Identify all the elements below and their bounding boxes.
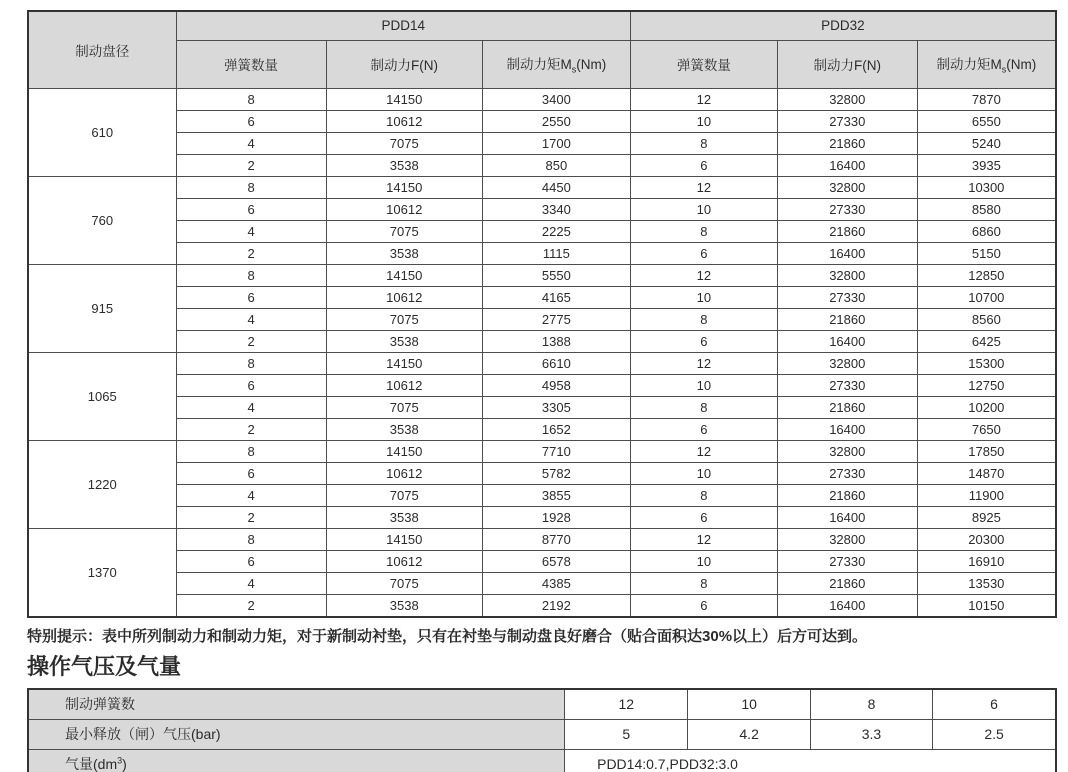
table-row [28, 572, 1056, 594]
table-cell: 7650 [917, 418, 1056, 440]
table-cell: 14150 [326, 264, 482, 286]
table-cell: 3340 [482, 198, 630, 220]
table-cell: 10612 [326, 374, 482, 396]
table-cell: 15300 [917, 352, 1056, 374]
table-cell: 8925 [917, 506, 1056, 528]
table-cell: 10 [630, 110, 777, 132]
table-cell: 3305 [482, 396, 630, 418]
table-cell: 12 [565, 689, 688, 720]
table-cell: 21860 [777, 220, 917, 242]
table-cell: 16400 [777, 594, 917, 617]
table-row [28, 154, 1056, 176]
table-cell: 32800 [777, 440, 917, 462]
table-cell: 10612 [326, 286, 482, 308]
table-cell: 2775 [482, 308, 630, 330]
table-row [28, 396, 1056, 418]
table-cell: 4 [176, 132, 326, 154]
table-cell: 8 [630, 396, 777, 418]
row-label-cell: 制动弹簧数 [28, 689, 565, 720]
table-cell: 850 [482, 154, 630, 176]
table-cell: 2 [176, 330, 326, 352]
table-cell: 6 [933, 689, 1056, 720]
table-row [28, 176, 1056, 198]
table-cell: 8 [810, 689, 932, 720]
table-cell: 2 [176, 154, 326, 176]
table-row [28, 418, 1056, 440]
diameter-cell: 610 [28, 88, 176, 176]
special-note: 特别提示：表中所列制动力和制动力矩，对于新制动衬垫，只有在衬垫与制动盘良好磨合（贴合面积达30%以上）后方可达到。 [27, 627, 868, 645]
table-cell: 4 [176, 572, 326, 594]
table-row [28, 506, 1056, 528]
table-cell: 8 [176, 88, 326, 110]
table-cell: 4165 [482, 286, 630, 308]
table-cell: 3855 [482, 484, 630, 506]
pressure-volume-table [27, 688, 1057, 772]
table-cell: 10 [630, 286, 777, 308]
table-cell: 5550 [482, 264, 630, 286]
table-cell: 2 [176, 506, 326, 528]
table-cell: 32800 [777, 352, 917, 374]
table-cell: 10150 [917, 594, 1056, 617]
table-cell: 7075 [326, 484, 482, 506]
torque-subscript: s [571, 64, 577, 75]
pdd14-group-header: PDD14 [176, 11, 630, 40]
table-cell: 4 [176, 308, 326, 330]
table-cell: 7075 [326, 220, 482, 242]
table-cell: 4 [176, 484, 326, 506]
diameter-cell: 1370 [28, 528, 176, 617]
table-cell: 16400 [777, 330, 917, 352]
table-cell: 5782 [482, 462, 630, 484]
table-cell: 12 [630, 176, 777, 198]
table-cell: 6 [630, 154, 777, 176]
table-cell: 6425 [917, 330, 1056, 352]
table-row [28, 484, 1056, 506]
table-cell: 1652 [482, 418, 630, 440]
table-cell: 6 [630, 242, 777, 264]
torque-label: 制动力矩M [936, 57, 1002, 73]
table-cell: 4385 [482, 572, 630, 594]
table-cell: 6 [630, 506, 777, 528]
table-row [28, 308, 1056, 330]
table-row [28, 88, 1056, 110]
table-row [28, 220, 1056, 242]
table-cell: 14150 [326, 88, 482, 110]
table-cell: 7075 [326, 572, 482, 594]
table-cell: 27330 [777, 286, 917, 308]
table-cell: 7075 [326, 132, 482, 154]
diameter-cell: 1065 [28, 352, 176, 440]
table-cell: 6 [630, 330, 777, 352]
table-cell: 12 [630, 264, 777, 286]
table-cell: 4.2 [688, 719, 810, 749]
table-row [28, 264, 1056, 286]
section-title: 操作气压及气量 [27, 653, 182, 679]
table-cell: 8 [176, 440, 326, 462]
table-row [28, 689, 1056, 720]
table-cell: 12 [630, 528, 777, 550]
table-cell: 3538 [326, 594, 482, 617]
table-cell: 1115 [482, 242, 630, 264]
table-row [28, 550, 1056, 572]
table-row [28, 40, 1056, 88]
table-row [28, 462, 1056, 484]
table-cell: 10 [630, 462, 777, 484]
table-cell: 8560 [917, 308, 1056, 330]
table-cell: 10612 [326, 550, 482, 572]
table-cell: 5150 [917, 242, 1056, 264]
page-content [27, 10, 1057, 772]
table-cell: 5240 [917, 132, 1056, 154]
table-cell: 17850 [917, 440, 1056, 462]
springs-header-cell: 弹簧数量 [630, 40, 777, 88]
brake-spec-table-header [28, 11, 1056, 88]
table-row [28, 374, 1056, 396]
table-cell: 12 [630, 440, 777, 462]
table-cell: 12850 [917, 264, 1056, 286]
table-cell: 8 [176, 264, 326, 286]
table-cell: 7710 [482, 440, 630, 462]
diameter-header-cell: 制动盘径 [28, 11, 176, 88]
table-cell: 8 [176, 352, 326, 374]
torque-label: 制动力矩M [506, 57, 572, 73]
table-row [28, 719, 1056, 749]
table-cell: 8 [630, 308, 777, 330]
table-cell: 12750 [917, 374, 1056, 396]
table-cell: 2.5 [933, 719, 1056, 749]
torque-header-cell [482, 40, 630, 88]
springs-header-cell: 弹簧数量 [176, 40, 326, 88]
torque-unit: (Nm) [576, 57, 607, 73]
table-cell: 7075 [326, 308, 482, 330]
table-cell: 21860 [777, 572, 917, 594]
brake-spec-table-body [28, 88, 1056, 617]
table-cell: 7870 [917, 88, 1056, 110]
table-cell: 27330 [777, 198, 917, 220]
torque-unit: (Nm) [1006, 57, 1037, 73]
table-row [28, 110, 1056, 132]
table-row [28, 242, 1056, 264]
table-cell: 6 [176, 462, 326, 484]
table-cell: 32800 [777, 264, 917, 286]
table-cell: 1928 [482, 506, 630, 528]
row-label-cell: 最小释放（闸）气压(bar) [28, 719, 565, 749]
table-cell: 8770 [482, 528, 630, 550]
table-cell: 6610 [482, 352, 630, 374]
table-cell: 6860 [917, 220, 1056, 242]
table-cell: 8 [630, 484, 777, 506]
table-row [28, 330, 1056, 352]
table-cell: 3538 [326, 418, 482, 440]
pdd32-group-header: PDD32 [630, 11, 1056, 40]
diameter-cell: 760 [28, 176, 176, 264]
table-cell: 21860 [777, 132, 917, 154]
table-cell: 2 [176, 594, 326, 617]
table-cell: 2 [176, 418, 326, 440]
volume-label: 气量(dm [65, 756, 118, 772]
table-cell: 32800 [777, 88, 917, 110]
table-row [28, 286, 1056, 308]
table-cell: 10 [630, 198, 777, 220]
row-label-cell [28, 749, 565, 772]
table-cell: 10 [688, 689, 810, 720]
torque-subscript: s [1001, 64, 1007, 75]
diameter-cell: 915 [28, 264, 176, 352]
table-cell: 4 [176, 220, 326, 242]
table-cell: 8 [630, 572, 777, 594]
table-cell: 8 [176, 176, 326, 198]
table-cell: 6 [176, 374, 326, 396]
table-cell: 8 [630, 132, 777, 154]
table-cell: 2550 [482, 110, 630, 132]
table-cell: 6 [176, 286, 326, 308]
table-row [28, 11, 1056, 40]
table-cell: 6 [630, 418, 777, 440]
table-cell: 16400 [777, 506, 917, 528]
table-cell: 21860 [777, 484, 917, 506]
table-cell: 3400 [482, 88, 630, 110]
force-header-cell: 制动力F(N) [777, 40, 917, 88]
table-cell: 6 [176, 550, 326, 572]
table-cell: 4 [176, 396, 326, 418]
table-cell: 3538 [326, 330, 482, 352]
table-cell: 13530 [917, 572, 1056, 594]
table-cell: 20300 [917, 528, 1056, 550]
volume-label-suffix: ) [122, 756, 127, 772]
torque-header-cell [917, 40, 1056, 88]
table-cell: 8 [176, 528, 326, 550]
table-cell: 16400 [777, 154, 917, 176]
table-row [28, 749, 1056, 772]
force-header-cell: 制动力F(N) [326, 40, 482, 88]
table-cell: 5 [565, 719, 688, 749]
table-cell: 27330 [777, 550, 917, 572]
volume-value-cell: PDD14:0.7,PDD32:3.0 [565, 749, 1056, 772]
table-cell: 10 [630, 374, 777, 396]
table-cell: 32800 [777, 176, 917, 198]
table-cell: 14150 [326, 352, 482, 374]
table-cell: 10300 [917, 176, 1056, 198]
table-cell: 7075 [326, 396, 482, 418]
table-cell: 16400 [777, 242, 917, 264]
table-cell: 32800 [777, 528, 917, 550]
table-cell: 2192 [482, 594, 630, 617]
table-cell: 12 [630, 352, 777, 374]
table-cell: 21860 [777, 396, 917, 418]
table-cell: 14870 [917, 462, 1056, 484]
table-row [28, 132, 1056, 154]
table-cell: 10612 [326, 462, 482, 484]
table-cell: 4450 [482, 176, 630, 198]
table-cell: 10612 [326, 198, 482, 220]
table-cell: 14150 [326, 440, 482, 462]
table-cell: 6 [630, 594, 777, 617]
table-cell: 16400 [777, 418, 917, 440]
table-cell: 10 [630, 550, 777, 572]
table-cell: 14150 [326, 176, 482, 198]
table-cell: 4958 [482, 374, 630, 396]
table-cell: 3.3 [810, 719, 932, 749]
table-cell: 10612 [326, 110, 482, 132]
table-cell: 1700 [482, 132, 630, 154]
table-row [28, 594, 1056, 617]
table-cell: 6578 [482, 550, 630, 572]
table-cell: 6 [176, 110, 326, 132]
table-cell: 8580 [917, 198, 1056, 220]
table-cell: 27330 [777, 462, 917, 484]
table-cell: 2 [176, 242, 326, 264]
table-cell: 1388 [482, 330, 630, 352]
table-cell: 2225 [482, 220, 630, 242]
table-cell: 8 [630, 220, 777, 242]
diameter-cell: 1220 [28, 440, 176, 528]
table-cell: 10200 [917, 396, 1056, 418]
table-cell: 21860 [777, 308, 917, 330]
table-cell: 10700 [917, 286, 1056, 308]
table-row [28, 440, 1056, 462]
brake-spec-table [27, 10, 1057, 618]
table-row [28, 352, 1056, 374]
volume-superscript: 3 [117, 755, 123, 766]
table-cell: 3538 [326, 154, 482, 176]
table-cell: 14150 [326, 528, 482, 550]
table-cell: 27330 [777, 110, 917, 132]
table-cell: 3935 [917, 154, 1056, 176]
table-row [28, 198, 1056, 220]
table-cell: 6550 [917, 110, 1056, 132]
table-row [28, 528, 1056, 550]
table-cell: 12 [630, 88, 777, 110]
table-cell: 11900 [917, 484, 1056, 506]
table-cell: 27330 [777, 374, 917, 396]
table-cell: 3538 [326, 506, 482, 528]
table-cell: 16910 [917, 550, 1056, 572]
table-cell: 3538 [326, 242, 482, 264]
table-cell: 6 [176, 198, 326, 220]
